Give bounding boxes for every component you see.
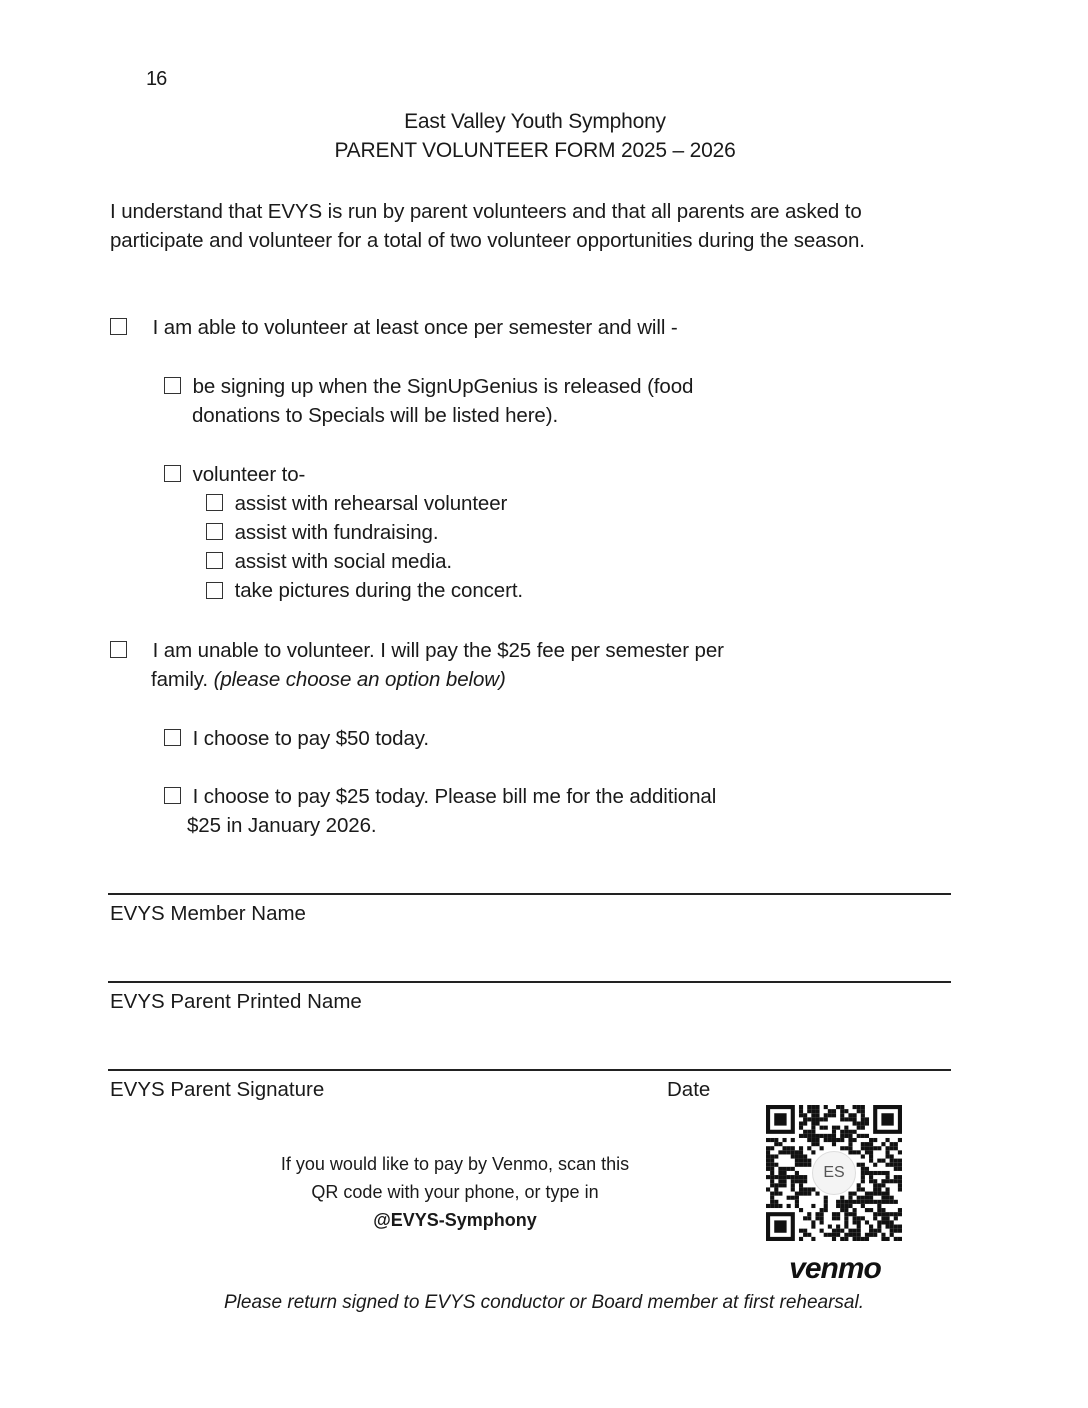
pay-full-label: I choose to pay $50 today. <box>192 727 429 750</box>
unable-line1: I am unable to volunteer. I will pay the $25 fee per semester per <box>152 639 724 662</box>
signup-line1: be signing up when the SignUpGenius is released (food <box>192 375 694 398</box>
volunteer-sub-options <box>206 489 523 605</box>
venmo-logo: venmo <box>789 1252 881 1285</box>
member-name-line[interactable] <box>108 893 951 895</box>
checkbox-rehearsal[interactable] <box>206 494 223 511</box>
checkbox-unable-to-volunteer[interactable] <box>110 641 127 658</box>
org-name: East Valley Youth Symphony <box>404 110 666 133</box>
parent-printed-name-line[interactable] <box>108 981 951 983</box>
checkbox-pay-50[interactable] <box>164 729 181 746</box>
venmo-line1: If you would like to pay by Venmo, scan this <box>280 1154 630 1174</box>
checkbox-fundraising[interactable] <box>206 523 223 540</box>
volunteer-to-label: volunteer to- <box>192 463 306 486</box>
checkbox-pay-25[interactable] <box>164 787 181 804</box>
volunteer-item-label: take pictures during the concert. <box>234 579 524 602</box>
checkbox-social-media[interactable] <box>206 552 223 569</box>
unable-line2: family. <box>151 668 214 691</box>
option-unable <box>110 636 724 694</box>
signup-line2: donations to Specials will be listed here). <box>192 404 559 427</box>
volunteer-item <box>206 576 523 605</box>
volunteer-item <box>206 518 523 547</box>
checkbox-volunteer-to[interactable] <box>164 465 181 482</box>
intro-paragraph: I understand that EVYS is run by parent volunteers and that all parents are asked to participate and volunteer for a total of two volunteer opportunities during the season. <box>110 200 865 252</box>
venmo-line2: QR code with your phone, or type in <box>311 1182 599 1202</box>
checkbox-pictures[interactable] <box>206 582 223 599</box>
footer-note: Please return signed to EVYS conductor or Board member at first rehearsal. <box>224 1292 864 1313</box>
qr-center-avatar: ES <box>812 1151 856 1195</box>
volunteer-item <box>206 489 523 518</box>
option-signup <box>164 372 693 430</box>
checkbox-able-to-volunteer[interactable] <box>110 318 127 335</box>
volunteer-item <box>206 547 523 576</box>
volunteer-item-label: assist with social media. <box>234 550 452 573</box>
date-label: Date <box>667 1078 711 1101</box>
page-number: 16 <box>146 68 167 90</box>
member-name-label: EVYS Member Name <box>110 902 306 925</box>
pay-half-line2: $25 in January 2026. <box>187 814 377 837</box>
volunteer-item-label: assist with rehearsal volunteer <box>234 492 508 515</box>
venmo-instructions <box>230 1150 680 1234</box>
option-pay-half <box>164 782 716 840</box>
unable-line2-note: (please choose an option below) <box>213 668 506 691</box>
form-title: PARENT VOLUNTEER FORM 2025 – 2026 <box>334 139 736 162</box>
venmo-qr-code[interactable] <box>766 1105 902 1241</box>
option-able-label: I am able to volunteer at least once per semester and will - <box>152 316 678 339</box>
volunteer-item-label: assist with fundraising. <box>234 521 439 544</box>
checkbox-signup-genius[interactable] <box>164 377 181 394</box>
pay-half-line1: I choose to pay $25 today. Please bill me for the additional <box>192 785 717 808</box>
parent-printed-name-label: EVYS Parent Printed Name <box>110 990 362 1013</box>
parent-signature-line[interactable] <box>108 1069 951 1071</box>
option-volunteer-to <box>164 460 305 489</box>
parent-signature-label: EVYS Parent Signature <box>110 1078 325 1101</box>
venmo-handle: @EVYS-Symphony <box>373 1210 537 1230</box>
option-able <box>110 313 678 342</box>
option-pay-full <box>164 724 429 753</box>
